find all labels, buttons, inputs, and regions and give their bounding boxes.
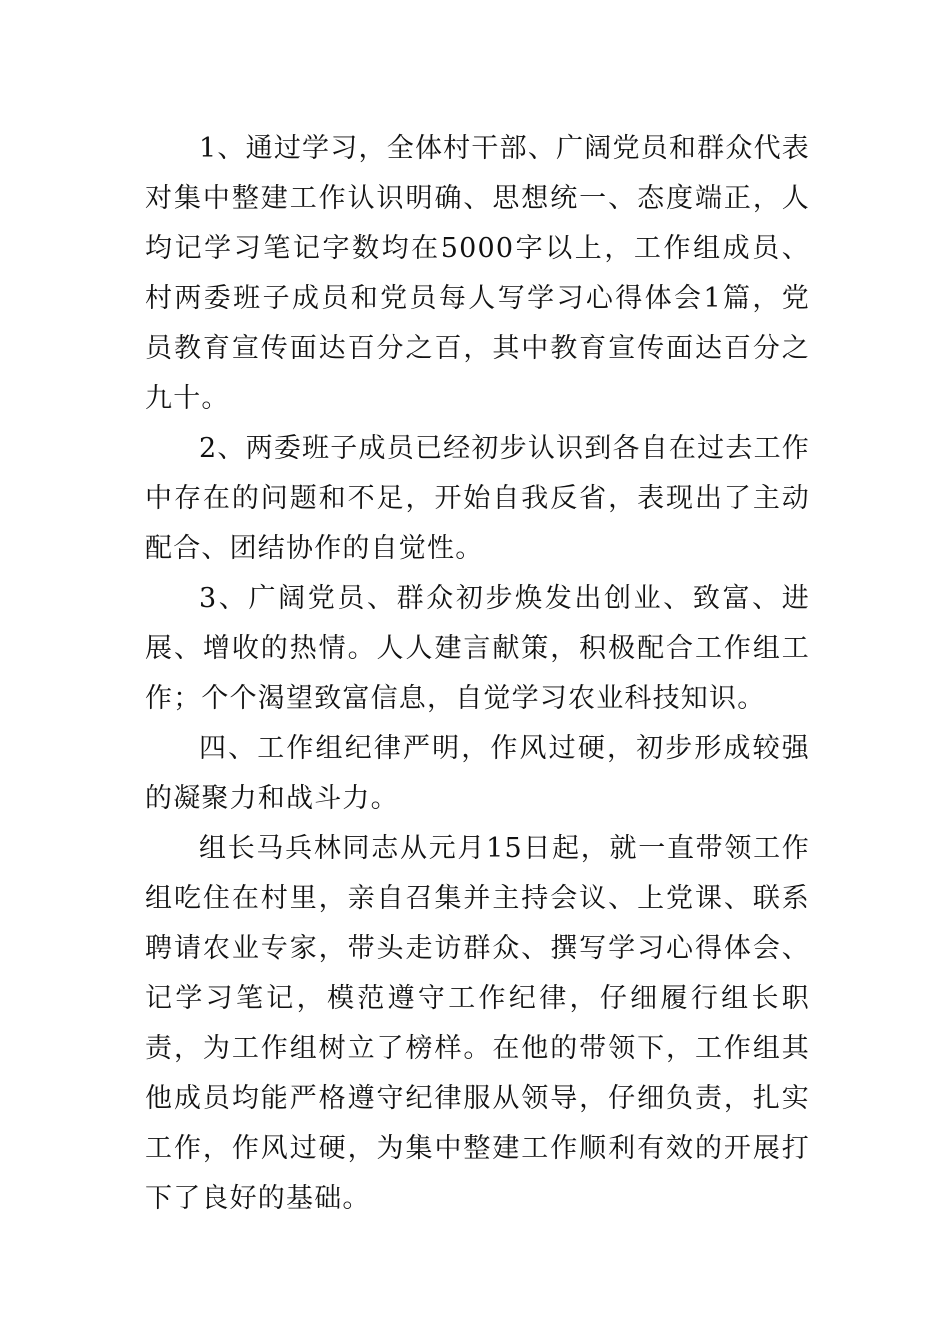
- paragraph-outcome-1: 1、通过学习，全体村干部、广阔党员和群众代表对集中整建工作认识明确、思想统一、态度端正，人均记学习笔记字数均在5000字以上，工作组成员、村两委班子成员和党员每人写学习心得体会1篇，党员教育宣传面达百分之百，其中教育宣传面达百分之九十。: [145, 133, 810, 414]
- paragraph-leader: 组长马兵林同志从元月15日起，就一直带领工作组吃住在村里，亲自召集并主持会议、上党课、联系聘请农业专家，带头走访群众、撰写学习心得体会、记学习笔记，模范遵守工作纪律，仔细履行组长职责，为工作组树立了榜样。在他的带领下，工作组其他成员均能严格遵守纪律服从领导，仔细负责，扎实工作，作风过硬，为集中整建工作顺利有效的开展打下了良好的基础。: [145, 833, 810, 1214]
- paragraph-outcome-2: 2、两委班子成员已经初步认识到各自在过去工作中存在的问题和不足，开始自我反省，表现出了主动配合、团结协作的自觉性。: [145, 433, 810, 564]
- document-body: [145, 124, 810, 1224]
- section-heading-four: 四、工作组纪律严明，作风过硬，初步形成较强的凝聚力和战斗力。: [145, 733, 810, 814]
- paragraph-outcome-3: 3、广阔党员、群众初步焕发出创业、致富、进展、增收的热情。人人建言献策，积极配合工作组工作；个个渴望致富信息，自觉学习农业科技知识。: [145, 583, 810, 714]
